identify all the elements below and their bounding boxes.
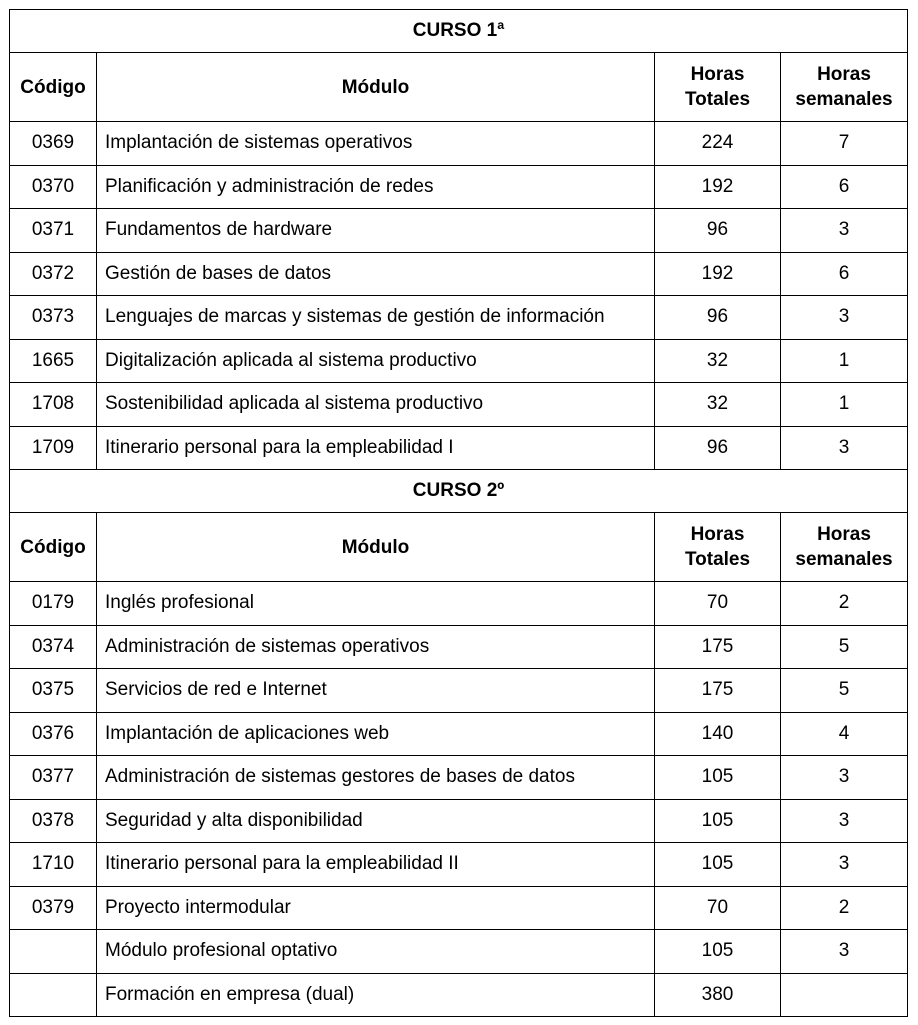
weekly-hours: 3 — [781, 843, 908, 887]
total-hours: 96 — [655, 209, 781, 253]
total-hours: 105 — [655, 799, 781, 843]
curso2-header-code: Código — [10, 513, 97, 582]
weekly-hours: 3 — [781, 426, 908, 470]
module-name: Formación en empresa (dual) — [97, 973, 655, 1017]
table-row — [10, 296, 908, 340]
table-row — [10, 625, 908, 669]
table-row — [10, 886, 908, 930]
module-code: 0373 — [10, 296, 97, 340]
weekly-hours: 5 — [781, 625, 908, 669]
module-name: Itinerario personal para la empleabilidad I — [97, 426, 655, 470]
total-hours: 380 — [655, 973, 781, 1017]
curso2-header-total — [655, 513, 781, 582]
module-code — [10, 973, 97, 1017]
module-name: Administración de sistemas gestores de bases de datos — [97, 756, 655, 800]
weekly-hours: 3 — [781, 296, 908, 340]
table-row — [10, 712, 908, 756]
curso2-title-row — [10, 470, 908, 513]
module-code: 1665 — [10, 339, 97, 383]
curso2-title: CURSO 2º — [10, 470, 908, 513]
total-hours: 70 — [655, 582, 781, 626]
curso2-header-module: Módulo — [97, 513, 655, 582]
total-hours: 105 — [655, 756, 781, 800]
module-name: Itinerario personal para la empleabilidad II — [97, 843, 655, 887]
curso2-header-row — [10, 513, 908, 582]
curso1-title: CURSO 1ª — [10, 10, 908, 53]
weekly-hours: 7 — [781, 122, 908, 166]
module-name: Digitalización aplicada al sistema productivo — [97, 339, 655, 383]
curso2-header-weekly-line2: semanales — [795, 549, 893, 570]
total-hours: 175 — [655, 625, 781, 669]
total-hours: 96 — [655, 296, 781, 340]
curso2-header-weekly — [781, 513, 908, 582]
curso1-title-row — [10, 10, 908, 53]
module-code: 0377 — [10, 756, 97, 800]
module-code: 1710 — [10, 843, 97, 887]
curso1-header-total — [655, 53, 781, 122]
weekly-hours: 1 — [781, 383, 908, 427]
curso1-header-total-line1: Horas — [690, 64, 745, 85]
table-row — [10, 339, 908, 383]
module-code: 0375 — [10, 669, 97, 713]
total-hours: 96 — [655, 426, 781, 470]
total-hours: 192 — [655, 165, 781, 209]
table-row — [10, 973, 908, 1017]
weekly-hours: 4 — [781, 712, 908, 756]
module-code: 0372 — [10, 252, 97, 296]
module-code: 1708 — [10, 383, 97, 427]
table-row — [10, 165, 908, 209]
table-row — [10, 426, 908, 470]
weekly-hours: 1 — [781, 339, 908, 383]
module-code: 0376 — [10, 712, 97, 756]
weekly-hours: 3 — [781, 799, 908, 843]
table-row — [10, 582, 908, 626]
module-name: Seguridad y alta disponibilidad — [97, 799, 655, 843]
module-code: 0179 — [10, 582, 97, 626]
module-name: Proyecto intermodular — [97, 886, 655, 930]
table-row — [10, 252, 908, 296]
module-name: Gestión de bases de datos — [97, 252, 655, 296]
curso2-header-weekly-line1: Horas — [817, 524, 871, 545]
curso1-header-code: Código — [10, 53, 97, 122]
table-row — [10, 756, 908, 800]
module-name: Inglés profesional — [97, 582, 655, 626]
module-code: 0379 — [10, 886, 97, 930]
total-hours: 105 — [655, 930, 781, 974]
table-row — [10, 669, 908, 713]
module-name: Lenguajes de marcas y sistemas de gestión de información — [97, 296, 655, 340]
total-hours: 32 — [655, 339, 781, 383]
module-name: Módulo profesional optativo — [97, 930, 655, 974]
weekly-hours: 3 — [781, 756, 908, 800]
weekly-hours — [781, 973, 908, 1017]
module-code — [10, 930, 97, 974]
module-name: Planificación y administración de redes — [97, 165, 655, 209]
table-row — [10, 383, 908, 427]
weekly-hours: 3 — [781, 209, 908, 253]
module-name: Fundamentos de hardware — [97, 209, 655, 253]
total-hours: 32 — [655, 383, 781, 427]
weekly-hours: 2 — [781, 886, 908, 930]
modules-table — [9, 9, 908, 1017]
module-code: 0371 — [10, 209, 97, 253]
curso2-header-total-line2: Totales — [684, 549, 751, 570]
curso1-header-weekly-line2: semanales — [795, 89, 893, 110]
weekly-hours: 5 — [781, 669, 908, 713]
curso2-header-total-line1: Horas — [690, 524, 745, 545]
module-code: 1709 — [10, 426, 97, 470]
curso1-header-weekly — [781, 53, 908, 122]
total-hours: 70 — [655, 886, 781, 930]
total-hours: 224 — [655, 122, 781, 166]
table-row — [10, 930, 908, 974]
module-name: Servicios de red e Internet — [97, 669, 655, 713]
curso1-header-module: Módulo — [97, 53, 655, 122]
total-hours: 105 — [655, 843, 781, 887]
total-hours: 192 — [655, 252, 781, 296]
module-name: Sostenibilidad aplicada al sistema productivo — [97, 383, 655, 427]
total-hours: 140 — [655, 712, 781, 756]
module-code: 0378 — [10, 799, 97, 843]
module-name: Implantación de aplicaciones web — [97, 712, 655, 756]
weekly-hours: 6 — [781, 165, 908, 209]
total-hours: 175 — [655, 669, 781, 713]
weekly-hours: 3 — [781, 930, 908, 974]
table-row — [10, 799, 908, 843]
table-row — [10, 843, 908, 887]
curso1-header-weekly-line1: Horas — [817, 64, 871, 85]
weekly-hours: 2 — [781, 582, 908, 626]
curso1-header-total-line2: Totales — [684, 89, 751, 110]
module-code: 0369 — [10, 122, 97, 166]
module-code: 0374 — [10, 625, 97, 669]
module-code: 0370 — [10, 165, 97, 209]
table-row — [10, 209, 908, 253]
table-row — [10, 122, 908, 166]
curso1-header-row — [10, 53, 908, 122]
module-name: Implantación de sistemas operativos — [97, 122, 655, 166]
weekly-hours: 6 — [781, 252, 908, 296]
module-name: Administración de sistemas operativos — [97, 625, 655, 669]
modules-table-body — [10, 10, 908, 1017]
